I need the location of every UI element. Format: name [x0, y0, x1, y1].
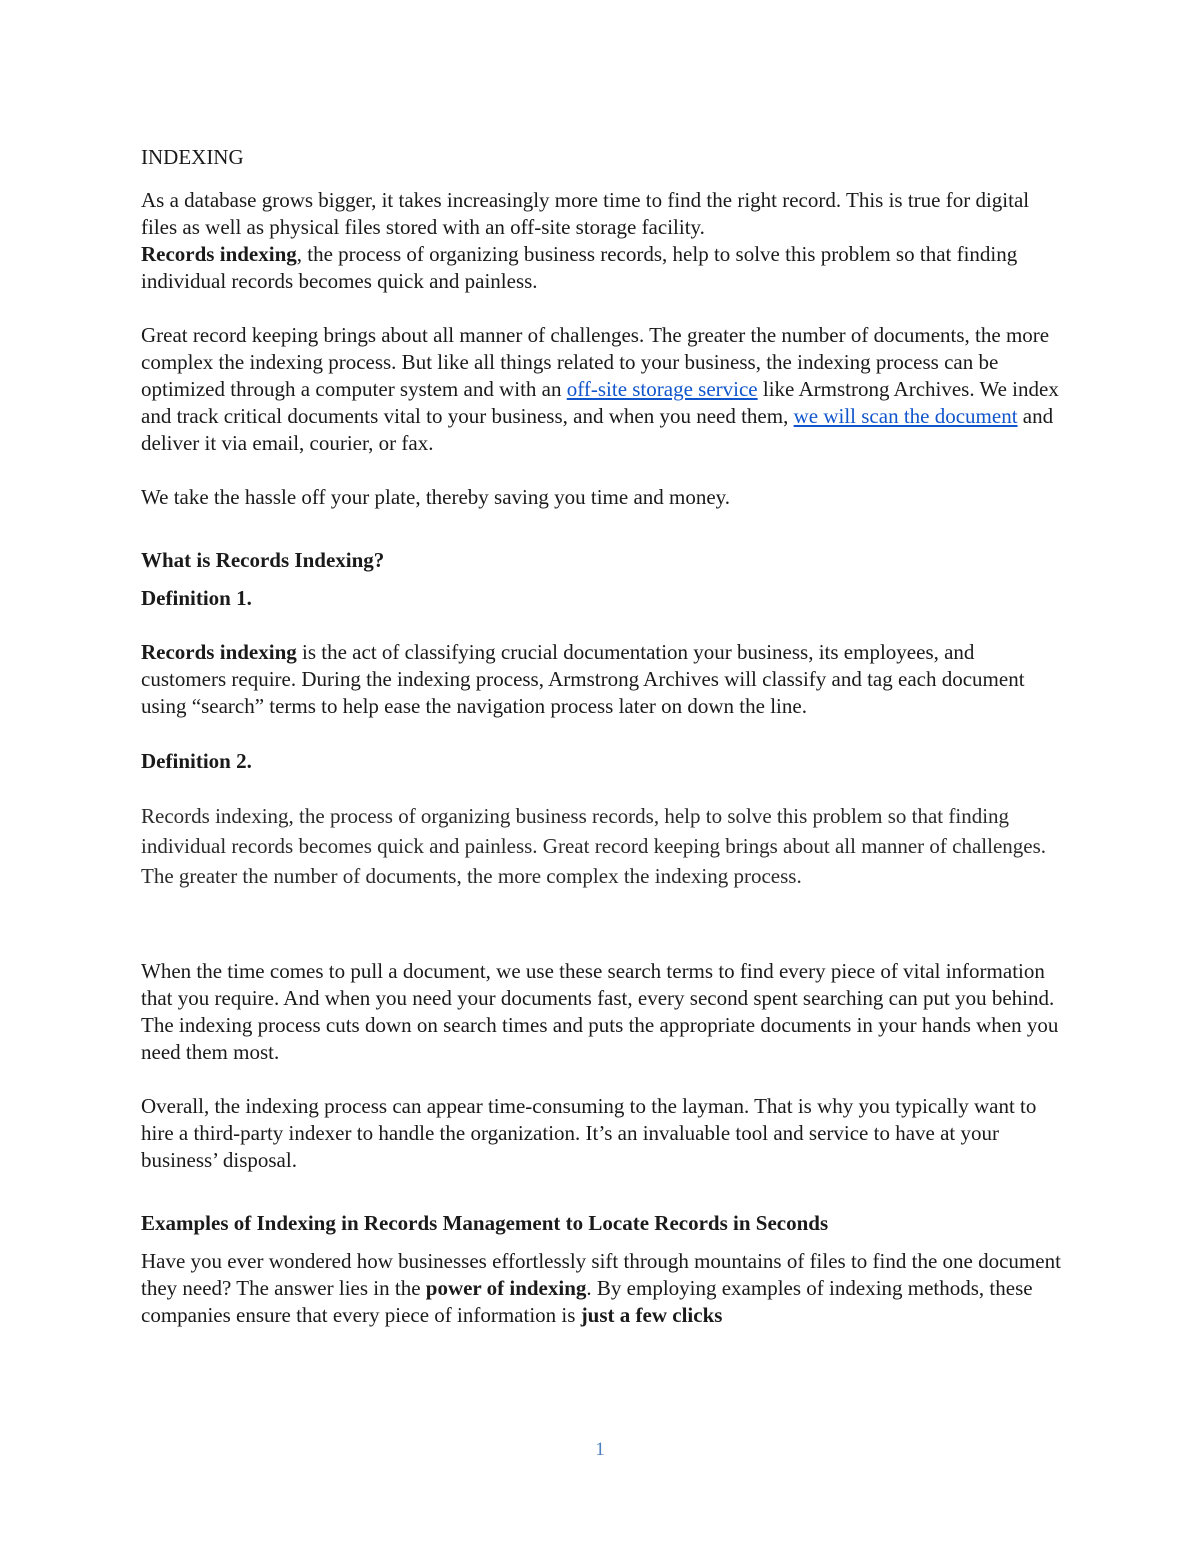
document-title: INDEXING: [141, 145, 244, 169]
overall-paragraph: Overall, the indexing process can appear time-consuming to the layman. That is why you typically want to hire a third-party indexer to handle the organization. It’s an invaluable tool and service to have at your business’ disposal.: [141, 1094, 1037, 1172]
section-heading-examples: Examples of Indexing in Records Management to Locate Records in Seconds: [141, 1211, 829, 1235]
hassle-paragraph: We take the hassle off your plate, thereby saving you time and money.: [141, 485, 731, 509]
definition-1-text: Records indexing is the act of classifying crucial documentation your business, its employees, and customers require. During the indexing process, Armstrong Archives will classify and tag each document using “search” terms to help ease the navigation process later on down the line.: [141, 640, 1025, 718]
just-a-few-clicks-bold: just a few clicks: [580, 1303, 723, 1327]
definition-2-heading: Definition 2.: [141, 749, 252, 773]
scan-document-link[interactable]: we will scan the document: [793, 404, 1018, 428]
intro-paragraph-2: Records indexing, the process of organizing business records, help to solve this problem so that finding individual records becomes quick and painless.: [141, 242, 1018, 293]
document-body: [141, 144, 1061, 1329]
storage-paragraph: Great record keeping brings about all manner of challenges. The greater the number of documents, the more complex the indexing process. But like all things related to your business, the indexing process can be optimized through a computer system and with an off-site storage service like Armstrong Archives. We index and track critical documents vital to your business, and when you need them, we will scan the document and deliver it via email, courier, or fax.: [141, 323, 1059, 455]
section-heading-what-is: What is Records Indexing?: [141, 548, 385, 572]
definition-1-heading: Definition 1.: [141, 586, 252, 610]
intro-paragraph: As a database grows bigger, it takes increasingly more time to find the right record. This is true for digital files as well as physical files stored with an off-site storage facility.: [141, 188, 1030, 239]
page-number: 1: [595, 1439, 605, 1460]
examples-paragraph: Have you ever wondered how businesses effortlessly sift through mountains of files to find the one document they need? The answer lies in the power of indexing. By employing examples of indexing methods, these companies ensure that every piece of information is just a few clicks: [141, 1249, 1061, 1327]
off-site-storage-link[interactable]: off-site storage service: [566, 377, 758, 401]
definition-2-text: Records indexing, the process of organizing business records, help to solve this problem so that finding individual records becomes quick and painless. Great record keeping brings about all manner of challenges. The greater the number of documents, the more complex the indexing process.: [141, 804, 1047, 888]
definition-1-bold: Records indexing: [141, 640, 297, 664]
records-indexing-bold: Records indexing: [141, 242, 297, 266]
search-terms-paragraph: When the time comes to pull a document, we use these search terms to find every piece of vital information that you require. And when you need your documents fast, every second spent searching can put you behind. The indexing process cuts down on search times and puts the appropriate documents in your hands when you need them most.: [141, 959, 1059, 1064]
power-of-indexing-bold: power of indexing: [425, 1276, 587, 1300]
